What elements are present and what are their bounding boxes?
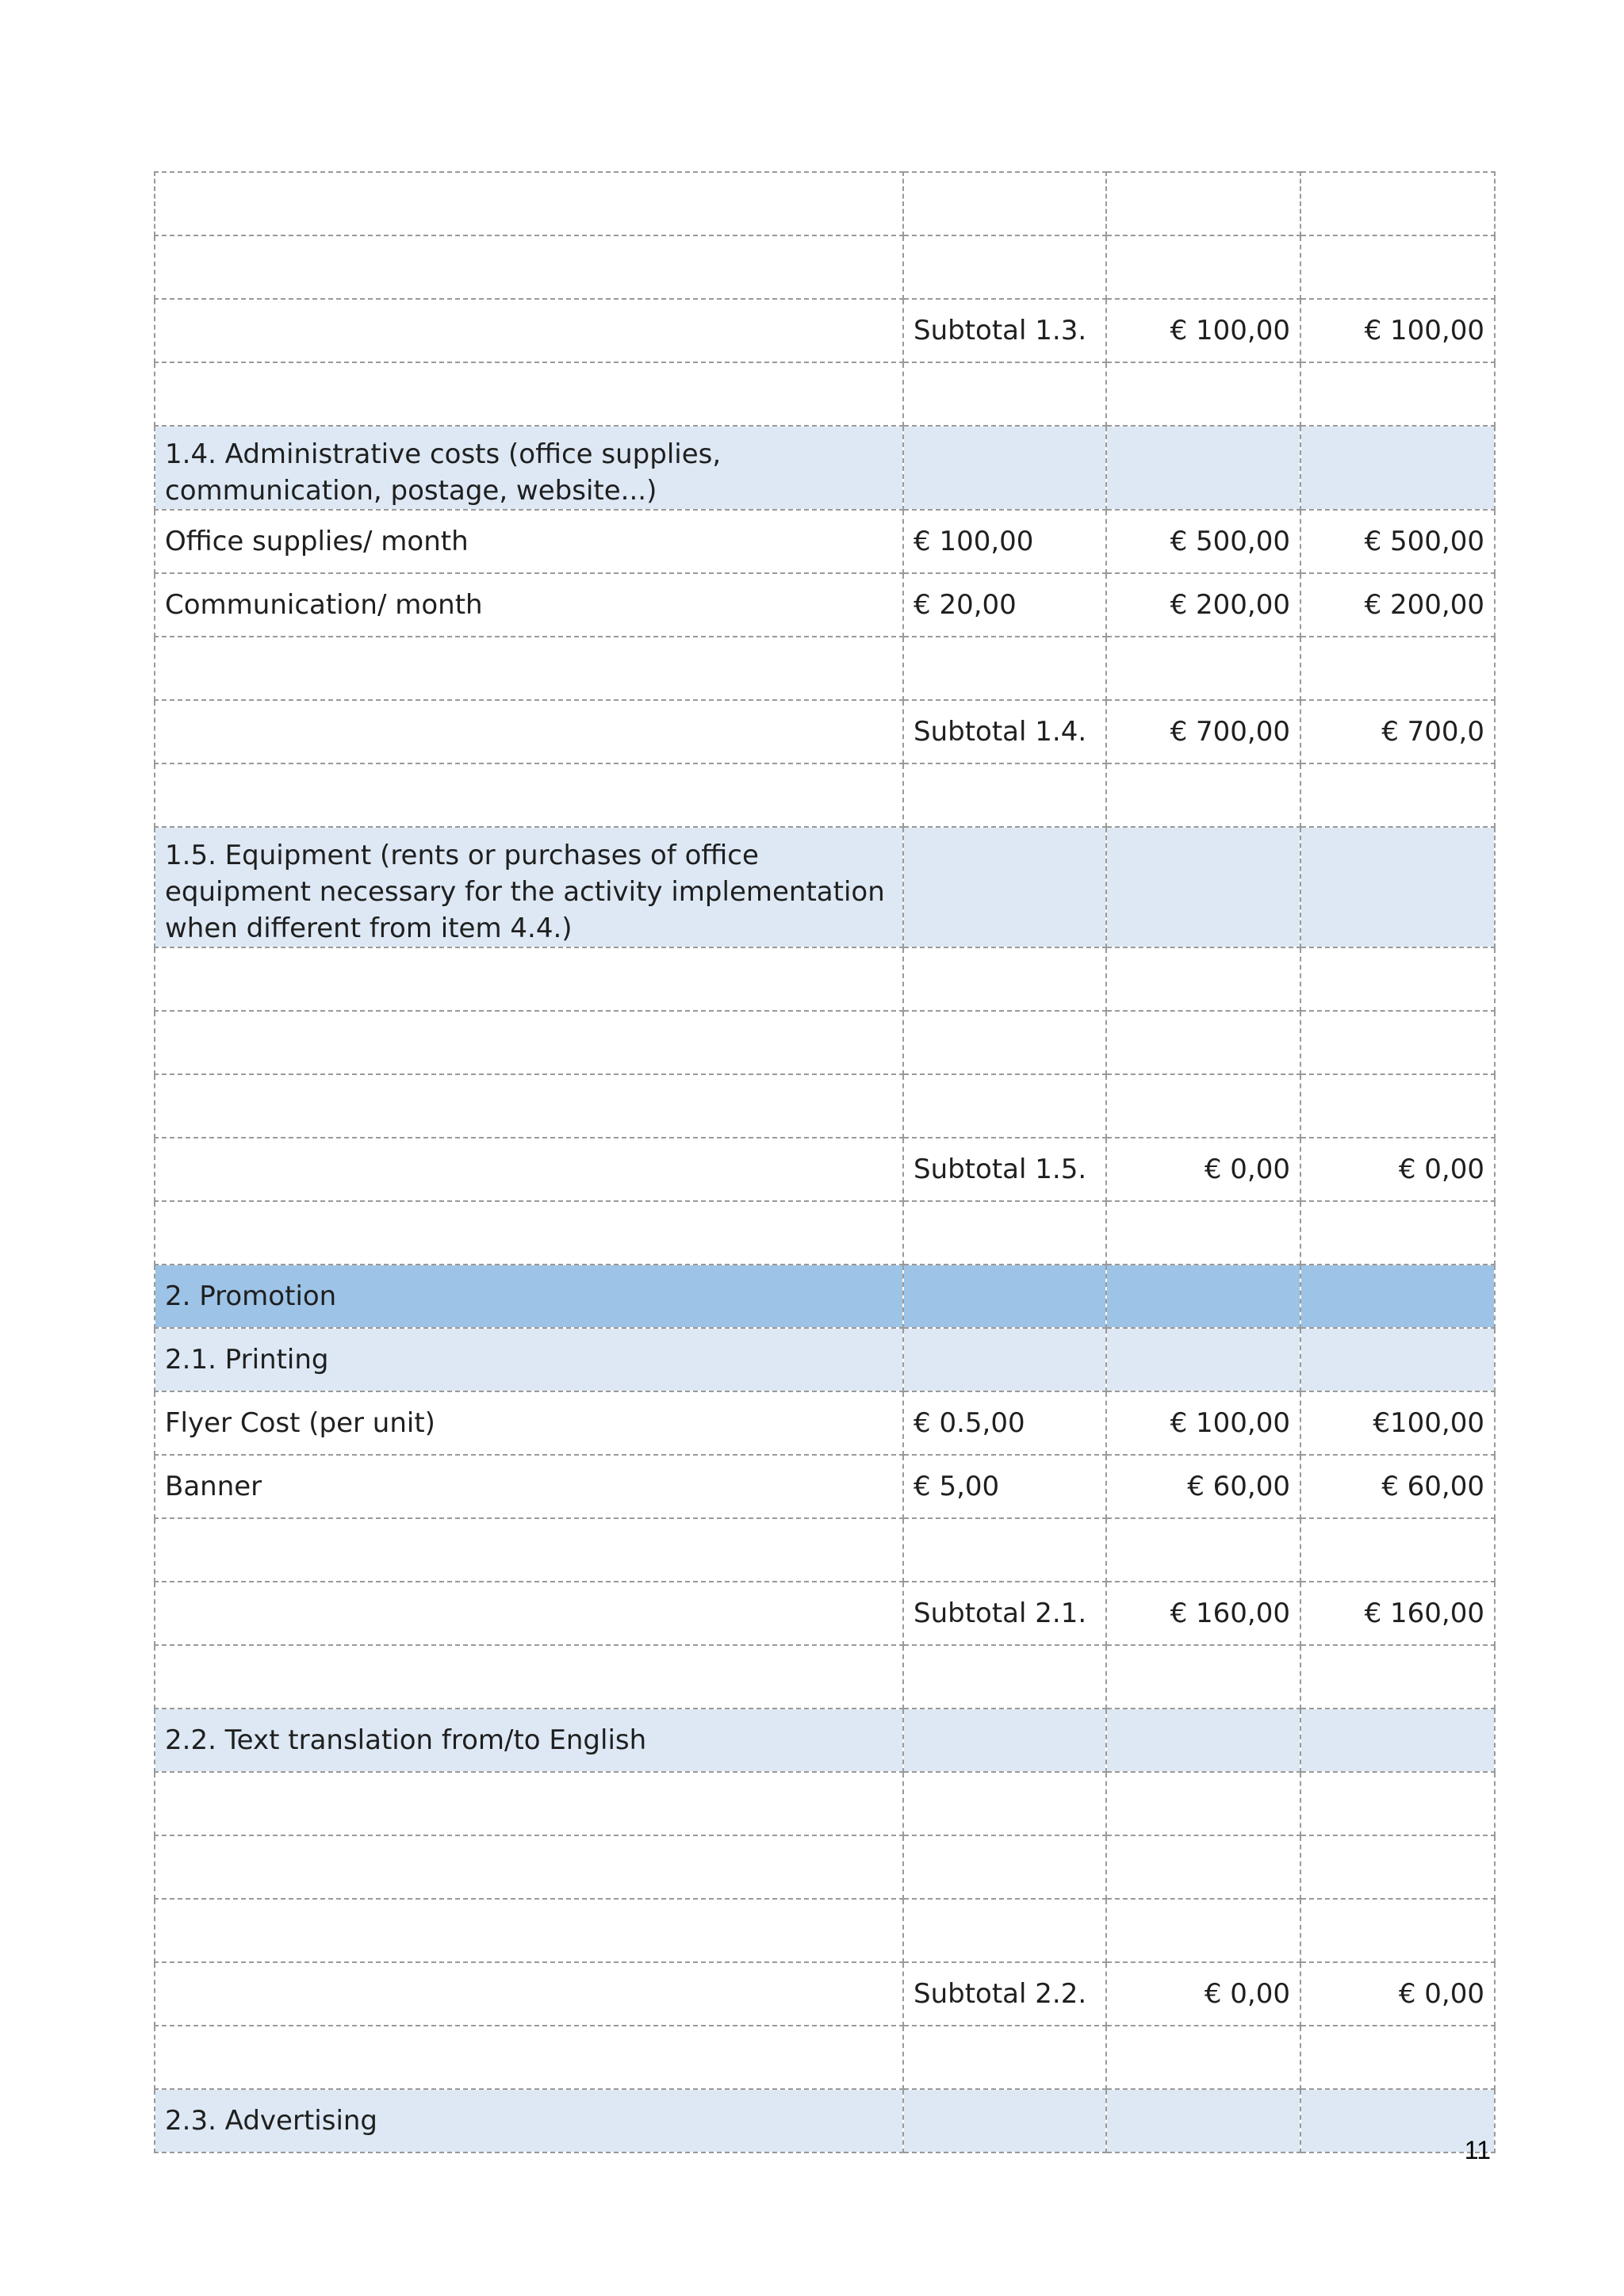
total-cell: € 500,00	[1300, 510, 1495, 573]
total-cell	[1300, 1772, 1495, 1835]
unit-cost-cell: € 100,00	[903, 510, 1106, 573]
unit-cost-cell	[903, 637, 1106, 700]
total-cell	[1300, 172, 1495, 235]
description-cell: Flyer Cost (per unit)	[155, 1391, 903, 1455]
unit-cost-cell: € 20,00	[903, 573, 1106, 637]
amount-cell	[1106, 172, 1300, 235]
description-cell	[155, 1962, 903, 2026]
unit-cost-cell	[903, 1074, 1106, 1138]
amount-cell	[1106, 637, 1300, 700]
total-cell	[1300, 1709, 1495, 1772]
section-header-row	[155, 426, 1495, 510]
amount-cell: € 100,00	[1106, 299, 1300, 362]
description-cell: 1.4. Administrative costs (office supplies, communication, postage, website...)	[155, 426, 903, 510]
empty-row	[155, 947, 1495, 1011]
description-cell	[155, 1074, 903, 1138]
subtotal-label: Subtotal 2.2.	[903, 1962, 1106, 2026]
total-cell: € 200,00	[1300, 573, 1495, 637]
amount-cell: € 200,00	[1106, 573, 1300, 637]
unit-cost-cell	[903, 1899, 1106, 1962]
description-cell	[155, 1835, 903, 1899]
amount-cell	[1106, 1328, 1300, 1391]
section-header-row	[155, 827, 1495, 947]
amount-cell	[1106, 2089, 1300, 2152]
section-header-row	[155, 1328, 1495, 1391]
description-cell: 2.3. Advertising	[155, 2089, 903, 2152]
amount-cell	[1106, 1518, 1300, 1582]
amount-cell	[1106, 426, 1300, 510]
empty-row	[155, 763, 1495, 827]
amount-cell: € 0,00	[1106, 1138, 1300, 1201]
amount-cell	[1106, 1265, 1300, 1328]
amount-cell	[1106, 1074, 1300, 1138]
unit-cost-cell	[903, 1709, 1106, 1772]
total-cell	[1300, 1074, 1495, 1138]
amount-cell	[1106, 1709, 1300, 1772]
empty-row	[155, 172, 1495, 235]
total-cell	[1300, 637, 1495, 700]
empty-row	[155, 1835, 1495, 1899]
unit-cost-cell	[903, 1328, 1106, 1391]
description-cell	[155, 235, 903, 299]
total-cell	[1300, 235, 1495, 299]
budget-item-row	[155, 1455, 1495, 1518]
description-cell	[155, 1645, 903, 1709]
total-cell: € 0,00	[1300, 1962, 1495, 2026]
unit-cost-cell	[903, 1265, 1106, 1328]
amount-cell	[1106, 362, 1300, 426]
subtotal-label: Subtotal 1.4.	[903, 700, 1106, 763]
unit-cost-cell	[903, 947, 1106, 1011]
amount-cell	[1106, 1772, 1300, 1835]
section-header-row	[155, 1709, 1495, 1772]
description-cell: Office supplies/ month	[155, 510, 903, 573]
unit-cost-cell	[903, 172, 1106, 235]
unit-cost-cell	[903, 1645, 1106, 1709]
empty-row	[155, 1201, 1495, 1265]
unit-cost-cell	[903, 1772, 1106, 1835]
total-cell: € 700,0	[1300, 700, 1495, 763]
empty-row	[155, 362, 1495, 426]
total-cell	[1300, 947, 1495, 1011]
unit-cost-cell: € 0.5,00	[903, 1391, 1106, 1455]
description-cell	[155, 172, 903, 235]
description-cell	[155, 1582, 903, 1645]
total-cell	[1300, 1835, 1495, 1899]
total-cell	[1300, 763, 1495, 827]
total-cell	[1300, 1011, 1495, 1074]
empty-row	[155, 1074, 1495, 1138]
amount-cell	[1106, 827, 1300, 947]
section-header-row	[155, 2089, 1495, 2152]
empty-row	[155, 637, 1495, 700]
budget-item-row	[155, 1391, 1495, 1455]
description-cell	[155, 362, 903, 426]
amount-cell	[1106, 947, 1300, 1011]
amount-cell: € 60,00	[1106, 1455, 1300, 1518]
description-cell	[155, 2026, 903, 2089]
amount-cell: € 100,00	[1106, 1391, 1300, 1455]
unit-cost-cell	[903, 763, 1106, 827]
description-cell	[155, 947, 903, 1011]
description-cell: 2.2. Text translation from/to English	[155, 1709, 903, 1772]
total-cell	[1300, 362, 1495, 426]
subtotal-row	[155, 1582, 1495, 1645]
total-cell: € 0,00	[1300, 1138, 1495, 1201]
amount-cell: € 160,00	[1106, 1582, 1300, 1645]
budget-item-row	[155, 573, 1495, 637]
description-cell: 2.1. Printing	[155, 1328, 903, 1391]
subtotal-row	[155, 299, 1495, 362]
empty-row	[155, 2026, 1495, 2089]
description-cell: Banner	[155, 1455, 903, 1518]
major-section-row	[155, 1265, 1495, 1328]
description-cell	[155, 637, 903, 700]
amount-cell	[1106, 1835, 1300, 1899]
total-cell	[1300, 827, 1495, 947]
description-cell	[155, 1011, 903, 1074]
empty-row	[155, 1518, 1495, 1582]
total-cell: €100,00	[1300, 1391, 1495, 1455]
description-cell: 1.5. Equipment (rents or purchases of office equipment necessary for the activity implementation when different from item 4.4.)	[155, 827, 903, 947]
total-cell	[1300, 1645, 1495, 1709]
empty-row	[155, 1011, 1495, 1074]
description-cell: Communication/ month	[155, 573, 903, 637]
description-cell	[155, 1772, 903, 1835]
total-cell	[1300, 1328, 1495, 1391]
total-cell	[1300, 1201, 1495, 1265]
total-cell	[1300, 1265, 1495, 1328]
budget-item-row	[155, 510, 1495, 573]
amount-cell	[1106, 1645, 1300, 1709]
description-cell	[155, 700, 903, 763]
subtotal-label: Subtotal 1.5.	[903, 1138, 1106, 1201]
amount-cell	[1106, 2026, 1300, 2089]
amount-cell: € 500,00	[1106, 510, 1300, 573]
unit-cost-cell	[903, 2089, 1106, 2152]
total-cell: € 60,00	[1300, 1455, 1495, 1518]
empty-row	[155, 1772, 1495, 1835]
total-cell	[1300, 426, 1495, 510]
subtotal-row	[155, 1138, 1495, 1201]
unit-cost-cell	[903, 2026, 1106, 2089]
subtotal-label: Subtotal 2.1.	[903, 1582, 1106, 1645]
subtotal-row	[155, 700, 1495, 763]
description-cell: 2. Promotion	[155, 1265, 903, 1328]
unit-cost-cell	[903, 235, 1106, 299]
description-cell	[155, 1518, 903, 1582]
budget-table	[154, 171, 1496, 2153]
amount-cell	[1106, 1201, 1300, 1265]
subtotal-row	[155, 1962, 1495, 2026]
total-cell	[1300, 1518, 1495, 1582]
amount-cell	[1106, 763, 1300, 827]
amount-cell	[1106, 1899, 1300, 1962]
unit-cost-cell	[903, 362, 1106, 426]
empty-row	[155, 235, 1495, 299]
unit-cost-cell	[903, 1518, 1106, 1582]
total-cell: € 100,00	[1300, 299, 1495, 362]
unit-cost-cell: € 5,00	[903, 1455, 1106, 1518]
amount-cell	[1106, 1011, 1300, 1074]
unit-cost-cell	[903, 426, 1106, 510]
subtotal-label: Subtotal 1.3.	[903, 299, 1106, 362]
amount-cell: € 0,00	[1106, 1962, 1300, 2026]
total-cell	[1300, 2026, 1495, 2089]
unit-cost-cell	[903, 1011, 1106, 1074]
description-cell	[155, 763, 903, 827]
total-cell	[1300, 1899, 1495, 1962]
empty-row	[155, 1899, 1495, 1962]
description-cell	[155, 1138, 903, 1201]
description-cell	[155, 1899, 903, 1962]
page-number: 11	[1464, 2136, 1491, 2164]
total-cell: € 160,00	[1300, 1582, 1495, 1645]
unit-cost-cell	[903, 1835, 1106, 1899]
amount-cell: € 700,00	[1106, 700, 1300, 763]
unit-cost-cell	[903, 827, 1106, 947]
unit-cost-cell	[903, 1201, 1106, 1265]
description-cell	[155, 1201, 903, 1265]
description-cell	[155, 299, 903, 362]
amount-cell	[1106, 235, 1300, 299]
empty-row	[155, 1645, 1495, 1709]
